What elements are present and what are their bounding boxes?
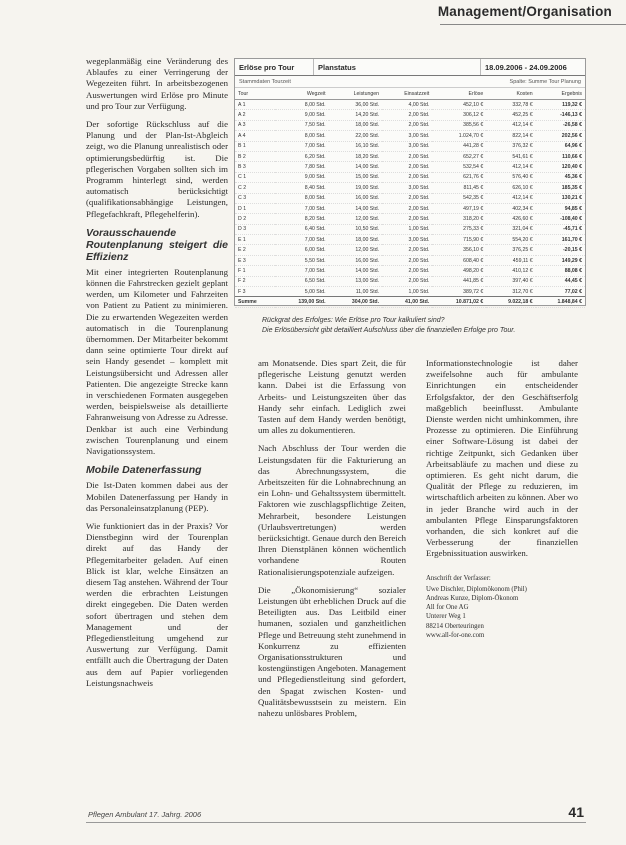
table-cell: 130,21 € bbox=[536, 193, 585, 203]
table-cell: 9,00 Std. bbox=[275, 110, 329, 120]
table-cell: 376,32 € bbox=[486, 141, 535, 151]
table-cell: 410,12 € bbox=[486, 266, 535, 276]
figure-header bbox=[235, 59, 585, 76]
table-row bbox=[235, 162, 585, 172]
table-cell: D 3 bbox=[235, 224, 275, 234]
table-row bbox=[235, 183, 585, 193]
paragraph: Der sofortige Rückschluss auf die Planung und der Plan-Ist-Abgleich zeigt, wo die Planung unrealistisch oder optimierungsbedürftig ist. Die pflegerischen Vorgaben sollten sich im Programm hinterlegt sind, werden automatisch berücksichtigt (qualifikationsabhängige Leistungen, Pflegefachkraft, Pflegehelferin). bbox=[86, 119, 228, 219]
table-cell: 120,40 € bbox=[536, 162, 585, 172]
table-cell: 304,00 Std. bbox=[329, 297, 383, 307]
header-rule bbox=[440, 24, 626, 25]
table-cell: 7,00 Std. bbox=[275, 203, 329, 213]
table-cell: F 3 bbox=[235, 287, 275, 297]
table-total-row bbox=[235, 297, 585, 307]
table-cell: 652,27 € bbox=[432, 151, 486, 161]
table-row bbox=[235, 193, 585, 203]
table-cell: 12,00 Std. bbox=[329, 214, 383, 224]
table-cell: 1.024,70 € bbox=[432, 131, 486, 141]
table-cell: 12,00 Std. bbox=[329, 245, 383, 255]
author-website: www.all-for-one.com bbox=[426, 631, 485, 639]
table-cell: 402,34 € bbox=[486, 203, 535, 213]
page-number: 41 bbox=[568, 804, 584, 820]
table-cell: 8,00 Std. bbox=[275, 100, 329, 110]
table-cell: -26,58 € bbox=[536, 120, 585, 130]
table-row bbox=[235, 287, 585, 297]
revenue-table bbox=[235, 88, 585, 308]
table-cell: 9.022,18 € bbox=[486, 297, 535, 307]
figure-subheader bbox=[235, 76, 585, 88]
table-cell: 16,00 Std. bbox=[329, 255, 383, 265]
table-cell: 452,25 € bbox=[486, 110, 535, 120]
table-cell: 6,40 Std. bbox=[275, 224, 329, 234]
table-cell: 715,90 € bbox=[432, 235, 486, 245]
author-line: All for One AG bbox=[426, 604, 469, 612]
table-row bbox=[235, 203, 585, 213]
table-cell: 426,60 € bbox=[486, 214, 535, 224]
table-cell: 1,00 Std. bbox=[382, 287, 432, 297]
table-cell: 441,28 € bbox=[432, 141, 486, 151]
table-cell: 2,00 Std. bbox=[382, 214, 432, 224]
paragraph: Mit einer integrierten Routenplanung können die Fahrstrecken gezielt geplant werden, um Kilometer und Fahrzeiten von Patient zu Patient zu minimieren. Die zu erwartenden Wegezeiten werden automatisch in die Tourenplanung übernommen. Der Mitarbeiter bekommt dann seine optimierte Tour direkt auf sein Handy gesendet – komplett mit Leistungsübersicht und Adressen aller Patienten. Die angezeigte Strecke kann in verschiedenen Formaten ausgegeben werden, beispielsweise als detaillierte Fahranweisung von Adresse zu Adresse. Denkbar ist auch eine Verbindung zwischen Tourenplanung und einem Navigationssystem. bbox=[86, 266, 228, 457]
table-cell: 459,11 € bbox=[486, 255, 535, 265]
table-cell: 376,25 € bbox=[486, 245, 535, 255]
table-cell: 397,40 € bbox=[486, 276, 535, 286]
table-cell: 88,08 € bbox=[536, 266, 585, 276]
table-cell: E 2 bbox=[235, 245, 275, 255]
table-cell: -108,40 € bbox=[536, 214, 585, 224]
caption-line-2: Die Erlösübersicht gibt detailliert Aufschluss über die finanziellen Erfolge pro Tour. bbox=[262, 327, 516, 334]
figure-sub-left: Stammdaten Tourzeit bbox=[239, 78, 291, 85]
table-cell: 541,61 € bbox=[486, 151, 535, 161]
table-cell: 22,00 Std. bbox=[329, 131, 383, 141]
table-cell: 2,00 Std. bbox=[382, 266, 432, 276]
table-row bbox=[235, 110, 585, 120]
table-cell: 2,00 Std. bbox=[382, 110, 432, 120]
table-cell: F 2 bbox=[235, 276, 275, 286]
paragraph: Die Ist-Daten kommen dabei aus der Mobilen Datenerfassung per Handy in das Personaleinsatzplanung (PEP). bbox=[86, 480, 228, 513]
table-column-header: Tour bbox=[235, 88, 275, 100]
table-cell: 452,10 € bbox=[432, 100, 486, 110]
table-cell: 2,00 Std. bbox=[382, 255, 432, 265]
table-cell: -45,71 € bbox=[536, 224, 585, 234]
table-cell: 64,96 € bbox=[536, 141, 585, 151]
table-cell: C 2 bbox=[235, 183, 275, 193]
table-cell: A 2 bbox=[235, 110, 275, 120]
table-cell: 7,00 Std. bbox=[275, 266, 329, 276]
table-cell: 412,14 € bbox=[486, 193, 535, 203]
table-cell: 10,50 Std. bbox=[329, 224, 383, 234]
table-column-header: Einsatzzeit bbox=[382, 88, 432, 100]
paragraph: Die „Ökonomisierung“ sozialer Leistungen übt erheblichen Druck auf die Beteiligten aus. Das Leitbild einer humanen, sozialen und ganzheitlichen Pflege und Betreuung steht zunehmend in Konkurrenz zu effizienten Organisationsstrukturen und kostengünstigen Angeboten. Management und Pflegedienstleitung sind gefordert, den Spagat zwischen Kosten- und Qualitätsbewusstsein zu meistern. Ein nahezu unlösbares Problem, bbox=[258, 584, 406, 719]
table-cell: 8,00 Std. bbox=[275, 131, 329, 141]
table-cell: 7,50 Std. bbox=[275, 120, 329, 130]
table-cell: 822,14 € bbox=[486, 131, 535, 141]
author-line: Andreas Kunze, Diplom-Ökonom bbox=[426, 595, 519, 603]
table-cell: E 1 bbox=[235, 235, 275, 245]
table-cell: 44,45 € bbox=[536, 276, 585, 286]
table-cell: 14,20 Std. bbox=[329, 110, 383, 120]
table-cell: A 4 bbox=[235, 131, 275, 141]
author-address bbox=[426, 574, 578, 640]
subheading: Mobile Datenerfassung bbox=[86, 464, 202, 477]
table-cell: D 1 bbox=[235, 203, 275, 213]
table-cell: 7,00 Std. bbox=[275, 141, 329, 151]
table-cell: 2,00 Std. bbox=[382, 120, 432, 130]
table-cell: 441,85 € bbox=[432, 276, 486, 286]
table-cell: 306,12 € bbox=[432, 110, 486, 120]
table-row bbox=[235, 266, 585, 276]
table-cell: 110,66 € bbox=[536, 151, 585, 161]
table-cell: 2,00 Std. bbox=[382, 193, 432, 203]
table-cell: 16,00 Std. bbox=[329, 193, 383, 203]
paragraph: Informationstechnologie ist daher zweifelsohne auch für ambulante Einrichtungen ein entscheidender Erfolgsfaktor, der den Geschäftserfolg maßgeblich beeinflusst. Ambulante Dienste werden nicht umhinkommen, ihre Prozesse zu optimieren. Die Einführung einer Software-Lösung ist dabei der richtige Zeitpunkt, sich Gedanken über Arbeitsabläufe zu machen und diese zu optimieren. Es geht nicht darum, die Qualität der Pflege zu reduzieren, im wirtschaftlich arbeiten zu können. Aber wo in jeder Branche wird auch in der ambulanten Pflege Einsparungsfaktoren vorhanden, die sich konkret auf die Verbesserung der finanziellen Ergebnissituation auswirken. bbox=[426, 358, 578, 559]
author-label: Anschrift der Verfasser: bbox=[426, 574, 491, 582]
table-cell: 36,00 Std. bbox=[329, 100, 383, 110]
table-cell: 2,00 Std. bbox=[382, 203, 432, 213]
table-cell: 275,33 € bbox=[432, 224, 486, 234]
table-cell: 6,00 Std. bbox=[275, 245, 329, 255]
table-cell: 14,00 Std. bbox=[329, 203, 383, 213]
table-row bbox=[235, 151, 585, 161]
table-cell: E 3 bbox=[235, 255, 275, 265]
table-cell: 18,20 Std. bbox=[329, 151, 383, 161]
table-cell: 18,00 Std. bbox=[329, 235, 383, 245]
table-cell: 10.871,02 € bbox=[432, 297, 486, 307]
table-cell: 2,00 Std. bbox=[382, 276, 432, 286]
table-cell: 542,35 € bbox=[432, 193, 486, 203]
table-cell: 497,19 € bbox=[432, 203, 486, 213]
paragraph: Nach Abschluss der Tour werden die Leistungsdaten für die Fakturierung an das Abrechnungssystem, die Arbeitszeiten für die Lohnabrechnung an ein Lohn- und Gehaltssystem übermittelt. Faktoren wie zuschlagspflichtige Zeiten, Mehrarbeit, besondere Leistungen (Urlaubsvertretungen) werden berücksichtigt. Genaue durch den Bereich Ihren Dienstplänen können wöchentlich vorhandene Routen Rationalisierungspotenziale aufzeigen. bbox=[258, 443, 406, 577]
author-line: Unterer Weg 1 bbox=[426, 613, 466, 621]
table-cell: 312,70 € bbox=[486, 287, 535, 297]
text-column-2 bbox=[258, 358, 406, 726]
table-cell: C 1 bbox=[235, 172, 275, 182]
table-cell: 554,20 € bbox=[486, 235, 535, 245]
table-row bbox=[235, 224, 585, 234]
table-cell: 2,00 Std. bbox=[382, 172, 432, 182]
table-column-header: Wegzeit bbox=[275, 88, 329, 100]
table-cell: 19,00 Std. bbox=[329, 183, 383, 193]
table-cell: 321,04 € bbox=[486, 224, 535, 234]
table-cell: 4,00 Std. bbox=[382, 100, 432, 110]
table-column-header: Leistungen bbox=[329, 88, 383, 100]
table-cell: 16,10 Std. bbox=[329, 141, 383, 151]
table-cell: 626,10 € bbox=[486, 183, 535, 193]
revenue-table-figure bbox=[234, 58, 586, 306]
table-cell: D 2 bbox=[235, 214, 275, 224]
table-cell: 621,76 € bbox=[432, 172, 486, 182]
table-cell: 3,00 Std. bbox=[382, 131, 432, 141]
table-cell: 8,40 Std. bbox=[275, 183, 329, 193]
table-cell: 2,00 Std. bbox=[382, 245, 432, 255]
table-cell: B 1 bbox=[235, 141, 275, 151]
table-cell: 8,00 Std. bbox=[275, 193, 329, 203]
paragraph: am Monatsende. Dies spart Zeit, die für pflegerische Leistung genutzt werden kann. Dabei ist die Erfassung von Arbeits- und Leistungszeiten über das Handy sehr einfach. Lediglich zwei Tasten auf dem Handy werden benötigt, um alles zu dokumentieren. bbox=[258, 358, 406, 436]
table-cell: 3,00 Std. bbox=[382, 235, 432, 245]
figure-date-range: 18.09.2006 - 24.09.2006 bbox=[485, 62, 567, 72]
table-cell: 9,00 Std. bbox=[275, 172, 329, 182]
table-cell: 1.848,84 € bbox=[536, 297, 585, 307]
caption-line-1: Rückgrat des Erfolges: Wie Erlöse pro Tour kalkuliert sind? bbox=[262, 317, 445, 324]
table-column-header: Erlöse bbox=[432, 88, 486, 100]
table-cell: 77,02 € bbox=[536, 287, 585, 297]
table-cell: C 3 bbox=[235, 193, 275, 203]
table-row bbox=[235, 120, 585, 130]
table-cell: 7,00 Std. bbox=[275, 235, 329, 245]
table-row bbox=[235, 235, 585, 245]
table-cell: 1,00 Std. bbox=[382, 224, 432, 234]
footer-rule bbox=[86, 822, 586, 823]
table-body bbox=[235, 100, 585, 308]
table-cell: 14,00 Std. bbox=[329, 162, 383, 172]
journal-footer: Pflegen Ambulant 17. Jahrg. 2006 bbox=[88, 810, 202, 819]
table-row bbox=[235, 172, 585, 182]
table-cell: 94,85 € bbox=[536, 203, 585, 213]
table-cell: 6,20 Std. bbox=[275, 151, 329, 161]
table-cell: B 2 bbox=[235, 151, 275, 161]
table-cell: 811,45 € bbox=[432, 183, 486, 193]
table-cell: 576,40 € bbox=[486, 172, 535, 182]
table-cell: Summe bbox=[235, 297, 275, 307]
table-row bbox=[235, 214, 585, 224]
table-cell: A 1 bbox=[235, 100, 275, 110]
table-cell: 119,32 € bbox=[536, 100, 585, 110]
table-cell: 13,00 Std. bbox=[329, 276, 383, 286]
table-row bbox=[235, 255, 585, 265]
figure-sub-right: Spalte: Summe Tour Planung bbox=[509, 78, 581, 85]
table-cell: 185,35 € bbox=[536, 183, 585, 193]
table-cell: 161,70 € bbox=[536, 235, 585, 245]
subheading: Vorausschauende Routenplanung steigert die Effizienz bbox=[86, 226, 228, 263]
table-cell: A 3 bbox=[235, 120, 275, 130]
table-cell: 412,14 € bbox=[486, 120, 535, 130]
figure-title: Erlöse pro Tour bbox=[235, 59, 314, 75]
table-cell: -20,15 € bbox=[536, 245, 585, 255]
table-column-header: Ergebnis bbox=[536, 88, 585, 100]
table-cell: 202,56 € bbox=[536, 131, 585, 141]
table-cell: F 1 bbox=[235, 266, 275, 276]
table-cell: 385,56 € bbox=[432, 120, 486, 130]
table-column-header: Kosten bbox=[486, 88, 535, 100]
table-cell: 2,00 Std. bbox=[382, 162, 432, 172]
table-row bbox=[235, 141, 585, 151]
table-cell: 45,36 € bbox=[536, 172, 585, 182]
table-cell: 15,00 Std. bbox=[329, 172, 383, 182]
table-row bbox=[235, 131, 585, 141]
figure-status: Planstatus bbox=[314, 59, 481, 75]
table-cell: 3,00 Std. bbox=[382, 141, 432, 151]
table-cell: 532,54 € bbox=[432, 162, 486, 172]
table-header-row bbox=[235, 88, 585, 100]
author-line: 88214 Oberteuringen bbox=[426, 622, 484, 630]
figure-caption bbox=[262, 316, 582, 336]
table-cell: 149,29 € bbox=[536, 255, 585, 265]
table-cell: 412,14 € bbox=[486, 162, 535, 172]
table-cell: 498,20 € bbox=[432, 266, 486, 276]
table-cell: 7,80 Std. bbox=[275, 162, 329, 172]
table-cell: -146,13 € bbox=[536, 110, 585, 120]
table-cell: 332,78 € bbox=[486, 100, 535, 110]
table-cell: B 3 bbox=[235, 162, 275, 172]
table-cell: 3,00 Std. bbox=[382, 183, 432, 193]
table-cell: 318,20 € bbox=[432, 214, 486, 224]
table-cell: 6,50 Std. bbox=[275, 276, 329, 286]
table-cell: 5,50 Std. bbox=[275, 255, 329, 265]
table-cell: 356,10 € bbox=[432, 245, 486, 255]
table-cell: 389,72 € bbox=[432, 287, 486, 297]
table-cell: 41,00 Std. bbox=[382, 297, 432, 307]
table-cell: 2,00 Std. bbox=[382, 151, 432, 161]
table-cell: 608,40 € bbox=[432, 255, 486, 265]
table-cell: 5,00 Std. bbox=[275, 287, 329, 297]
table-cell: 14,00 Std. bbox=[329, 266, 383, 276]
table-cell: 18,00 Std. bbox=[329, 120, 383, 130]
table-row bbox=[235, 245, 585, 255]
paragraph: Wie funktioniert das in der Praxis? Vor Dienstbeginn wird der Tourenplan direkt auf das Handy der Pflegemitarbeiter geladen. Auf einen Blick ist klar, welche Einsätzen an diesem Tag anstehen. Während der Tour werden die erbrachten Leistungen direkt eingegeben. Die Daten werden sofort übertragen und stehen dem Management und der Pflegedienstleitung umgehend zur Auswertung zur Verfügung. Damit entfällt auch die Übertragung der Daten aus dem auf Papier vorliegenden Leistungsnachweis bbox=[86, 520, 228, 688]
text-column-1 bbox=[86, 56, 228, 696]
table-cell: 139,00 Std. bbox=[275, 297, 329, 307]
paragraph: wegeplanmäßig eine Veränderung des Ablaufes zu einer Verringerung der Wegezeiten führt. In arbeitsbezogenen Auswertungen wird Erlöse pro Minute und pro Tour zur Verfügung. bbox=[86, 56, 228, 111]
table-cell: 8,20 Std. bbox=[275, 214, 329, 224]
section-title: Management/Organisation bbox=[437, 4, 612, 19]
author-line: Uwe Dischler, Diplomökonom (Phil) bbox=[426, 585, 527, 593]
table-row bbox=[235, 100, 585, 110]
table-row bbox=[235, 276, 585, 286]
table-cell: 11,00 Std. bbox=[329, 287, 383, 297]
text-column-3 bbox=[426, 358, 578, 640]
